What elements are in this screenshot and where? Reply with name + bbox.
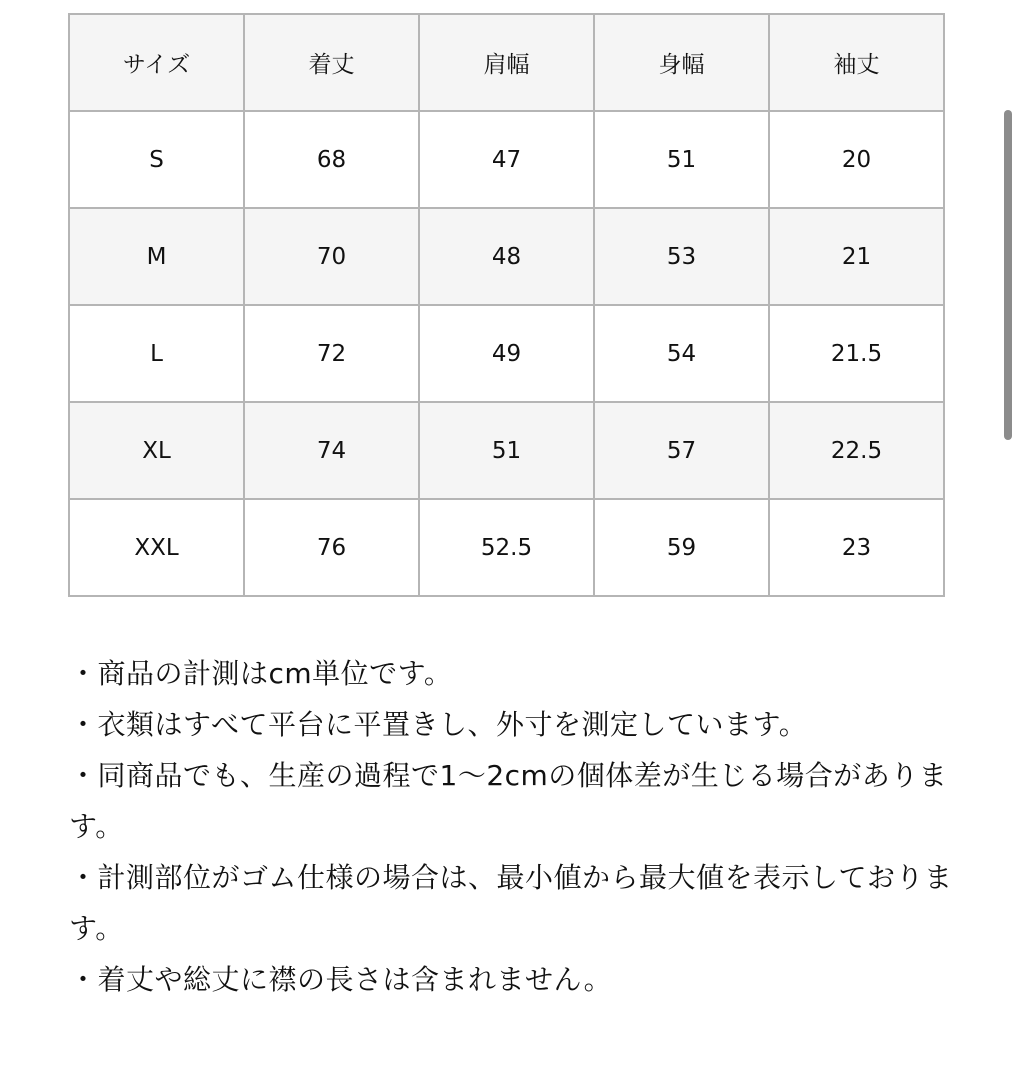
table-cell: 21 [769,208,944,305]
table-row [69,402,944,499]
table-cell: 21.5 [769,305,944,402]
header-length: 着丈 [244,14,419,111]
table-cell: 52.5 [419,499,594,596]
table-row [69,305,944,402]
table-row [69,208,944,305]
table-cell: 51 [419,402,594,499]
header-shoulder-width: 肩幅 [419,14,594,111]
table-row [69,499,944,596]
header-sleeve-length: 袖丈 [769,14,944,111]
table-cell: 53 [594,208,769,305]
header-row [69,14,944,111]
vertical-scrollbar[interactable] [1004,110,1012,440]
note-item: ・同商品でも、生産の過程で1〜2cmの個体差が生じる場合があります。 [69,759,948,843]
note-item: ・着丈や総丈に襟の長さは含まれません。 [69,963,613,996]
table-cell: 68 [244,111,419,208]
table-cell: 49 [419,305,594,402]
table-cell: 76 [244,499,419,596]
header-body-width: 身幅 [594,14,769,111]
table-cell: 72 [244,305,419,402]
table-cell: 20 [769,111,944,208]
header-size: サイズ [69,14,244,111]
table-cell: 59 [594,499,769,596]
table-cell: 74 [244,402,419,499]
note-item: ・計測部位がゴム仕様の場合は、最小値から最大値を表示しております。 [69,861,953,945]
table-cell: XL [69,402,244,499]
table-cell: 54 [594,305,769,402]
note-item: ・商品の計測はcm単位です。 [69,657,453,690]
table-cell: 70 [244,208,419,305]
table-cell: 23 [769,499,944,596]
note-item: ・衣類はすべて平台に平置きし、外寸を測定しています。 [69,708,808,741]
table-cell: 51 [594,111,769,208]
table-cell: 22.5 [769,402,944,499]
table-cell: S [69,111,244,208]
table-cell: 48 [419,208,594,305]
table-cell: XXL [69,499,244,596]
measurement-notes [69,648,959,1005]
table-cell: L [69,305,244,402]
table-row [69,111,944,208]
table-cell: M [69,208,244,305]
table-cell: 47 [419,111,594,208]
size-chart-table [68,13,945,597]
table-cell: 57 [594,402,769,499]
